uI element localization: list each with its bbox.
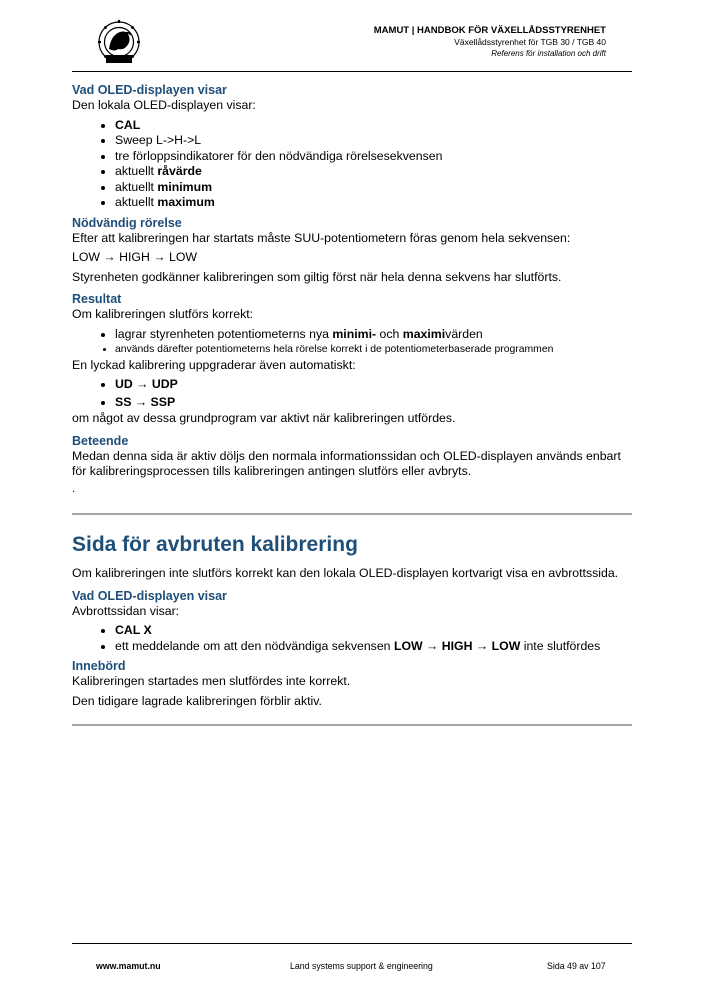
behavior-paragraph: Medan denna sida är aktiv döljs den normala informationssidan och OLED-displayen används enbart för kalibreringsprocessen tills kalibreringen antingen slutförs eller avbryts. — [72, 448, 621, 478]
section-divider — [72, 513, 632, 515]
oled-items-list — [72, 118, 632, 211]
mamut-logo — [94, 19, 144, 65]
footer-website: www.mamut.nu — [96, 961, 161, 971]
meaning-paragraph-2: Den tidigare lagrade kalibreringen förblir aktiv. — [72, 693, 322, 708]
motion-paragraph: Efter att kalibreringen har startats måste SUU-potentiometern föras genom hela sekvensen: — [72, 230, 571, 245]
heading-required-motion: Nödvändig rörelse — [72, 215, 182, 230]
header-subtitle: Växellådsstyrenhet för TGB 30 / TGB 40 — [454, 37, 606, 47]
heading-oled-display: Vad OLED-displayen visar — [72, 83, 227, 97]
list-item: • ett meddelande om att den nödvändiga sekvensen LOW → HIGH → LOW inte slutfördes — [115, 639, 632, 655]
list-item: • lagrar styrenheten potentiometerns nya minimi- och maximivärden — [115, 327, 632, 343]
list-item: • SS → SSP — [115, 393, 632, 411]
list-item: • CAL X — [115, 623, 632, 639]
result-intro: Om kalibreringen slutförs korrekt: — [72, 307, 254, 321]
upgrade-intro: En lyckad kalibrering uppgraderar även automatiskt: — [72, 357, 356, 372]
header-title: MAMUT | HANDBOK FÖR VÄXELLÅDSSTYRENHET — [373, 25, 606, 36]
footer-company: Land systems support & engineering — [290, 961, 433, 971]
motion-paragraph-2: Styrenheten godkänner kalibreringen som giltig först när hela denna sekvens har slutförts. — [72, 269, 562, 284]
heading-oled-display-abort: Vad OLED-displayen visar — [72, 588, 227, 603]
heading-result: Resultat — [72, 292, 122, 306]
section-end-divider — [72, 724, 632, 726]
result-list — [72, 327, 632, 358]
upgrade-tail: om något av dessa grundprogram var aktivt när kalibreringen utfördes. — [72, 411, 456, 425]
footer-rule — [72, 943, 632, 944]
abort-items-list — [72, 623, 632, 654]
footer-page-number: Sida 49 av 107 — [547, 961, 606, 971]
header-subtitle-italic: Referens för installation och drift — [491, 49, 606, 58]
list-item: • UD → UDP — [115, 375, 632, 393]
list-item: • tre förloppsindikatorer för den nödvändiga rörelsesekvensen — [115, 149, 632, 165]
list-item: • CAL — [115, 118, 632, 134]
oled-intro: Den lokala OLED-displayen visar: — [72, 98, 256, 112]
list-item: • Sweep L->H->L — [115, 133, 632, 149]
stray-dot: . — [72, 482, 76, 495]
page-header — [374, 25, 606, 59]
heading-behavior: Beteende — [72, 433, 129, 448]
meaning-paragraph-1: Kalibreringen startades men slutfördes inte korrekt. — [72, 674, 351, 688]
heading-aborted-calibration: Sida för avbruten kalibrering — [72, 533, 358, 556]
list-item: • aktuellt maximum — [115, 195, 632, 211]
list-item: • används därefter potentiometerns hela rörelse korrekt i de potentiometerbaserade programmen — [115, 342, 632, 358]
header-rule — [72, 71, 632, 72]
list-item: • aktuellt minimum — [115, 180, 632, 196]
mamut-logo-icon — [94, 19, 144, 65]
heading-meaning: Innebörd — [72, 659, 126, 673]
motion-sequence: LOW → HIGH → LOW — [72, 250, 198, 264]
aborted-calibration-section — [72, 532, 632, 709]
aborted-intro: Om kalibreringen inte slutförs korrekt kan den lokala OLED-displayen kortvarigt visa en avbrottssida. — [72, 566, 619, 580]
abort-oled-intro: Avbrottssidan visar: — [72, 603, 180, 618]
page-content — [72, 82, 632, 497]
upgrade-list — [72, 375, 632, 411]
list-item: • aktuellt råvärde — [115, 164, 632, 180]
